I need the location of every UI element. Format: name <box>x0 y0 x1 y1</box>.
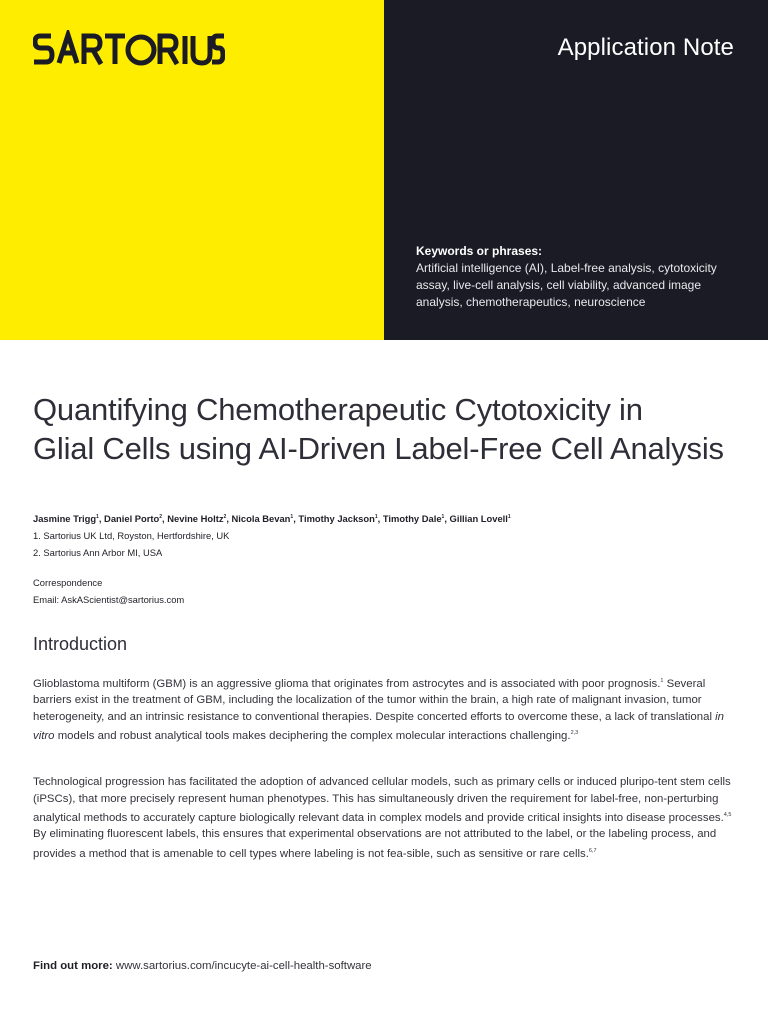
author-name: Nicola Bevan <box>231 513 291 525</box>
author-affiliation-ref: 1 <box>290 514 294 520</box>
paragraph-text: models and robust analytical tools makes deciphering the complex molecular interactions challenging. <box>54 730 571 743</box>
find-out-more-label: Find out more: <box>33 960 113 972</box>
paragraph-text: Glioblastoma multiform (GBM) is an aggressive glioma that originates from astrocytes and is associated with poor prognosis. <box>33 677 661 690</box>
author-name: Timothy Dale <box>382 513 442 525</box>
paragraph-text: Technological progression has facilitated the adoption of advanced cellular models, such as primary cells or induced pluripo-tent stem cells (iPSCs), that more precisely represent human phenotypes. This has simultaneously driven the requirement for label-free, non-perturbing analytical methods to accurately capture biologically relevant data in complex models and provide critical insights into disease processes. <box>33 776 731 824</box>
authors-block <box>33 509 743 561</box>
author-name: Jasmine Trigg <box>33 513 97 525</box>
introduction-heading: Introduction <box>33 634 128 654</box>
header-banner <box>0 0 768 340</box>
document-title <box>33 390 743 468</box>
author-list: Jasmine Trigg$^1$, Daniel Porto$^2$, Nevine Holtz$^2$, Nicola Bevan$^1$, Timothy Jackson$^1$, Timothy Dale$^1$, Gillian Lovell$^1$ <box>33 513 511 525</box>
keywords-title: Keywords or phrases: <box>416 244 543 258</box>
author-affiliation-ref: 1 <box>96 514 99 520</box>
author-affiliation-ref: 1 <box>441 514 445 520</box>
find-out-more-link[interactable]: www.sartorius.com/incucyte-ai-cell-health-software <box>115 960 372 972</box>
correspondence-block <box>33 574 184 608</box>
keywords-text: Artificial intelligence (AI), Label-free analysis, cytotoxicity assay, live-cell analysis, cell viability, advanced image analysis, chemotherapeutics, neuroscience <box>416 261 717 309</box>
find-out-more <box>33 960 372 972</box>
author-affiliation-ref: 2 <box>159 514 163 520</box>
author-name: Timothy Jackson <box>298 513 375 525</box>
correspondence-label: Correspondence <box>33 577 103 588</box>
document-type-label: Application Note <box>557 34 734 61</box>
citation-ref: 6,7 <box>588 847 597 854</box>
author-affiliation-ref: 2 <box>223 514 227 520</box>
author-name: Daniel Porto <box>104 513 160 525</box>
keywords-block <box>416 243 746 311</box>
sartorius-logo <box>33 30 225 68</box>
italic-text: in vitro <box>33 710 725 743</box>
affiliation-1: 1. Sartorius UK Ltd, Royston, Hertfordshire, UK <box>33 530 230 542</box>
author-affiliation-ref: 1 <box>507 514 511 520</box>
paragraph-text: Several barriers exist in the treatment of GBM, including the localization of the tumor within the brain, a high rate of malignant invasion, tumor heterogeneity, and an intrinsic resistance to conventional therapies. Despite concerted efforts to overcome these, a lack of translational <box>33 677 716 723</box>
author-name: Gillian Lovell <box>449 513 508 525</box>
paragraph-text: By eliminating fluorescent labels, this ensures that experimental observations are not attributed to the label, or the labeling process, and provides a method that is amenable to cell types where labeling is not fea-sible, such as sensitive or rare cells. <box>33 828 717 860</box>
citation-ref: 4,5 <box>723 812 732 818</box>
citation-ref: 1 <box>660 678 664 684</box>
title-line-2: Glial Cells using AI-Driven Label-Free Cell Analysis <box>33 431 724 466</box>
author-name: Nevine Holtz <box>167 513 224 525</box>
author-affiliation-ref: 1 <box>374 514 378 520</box>
citation-ref: 2,3 <box>570 730 579 737</box>
correspondence-email[interactable]: Email: AskAScientist@sartorius.com <box>33 594 185 605</box>
introduction-paragraph-2 <box>33 774 735 862</box>
affiliation-2: 2. Sartorius Ann Arbor MI, USA <box>33 547 163 559</box>
title-line-1: Quantifying Chemotherapeutic Cytotoxicity in <box>33 392 643 427</box>
introduction-paragraph-1 <box>33 673 735 745</box>
